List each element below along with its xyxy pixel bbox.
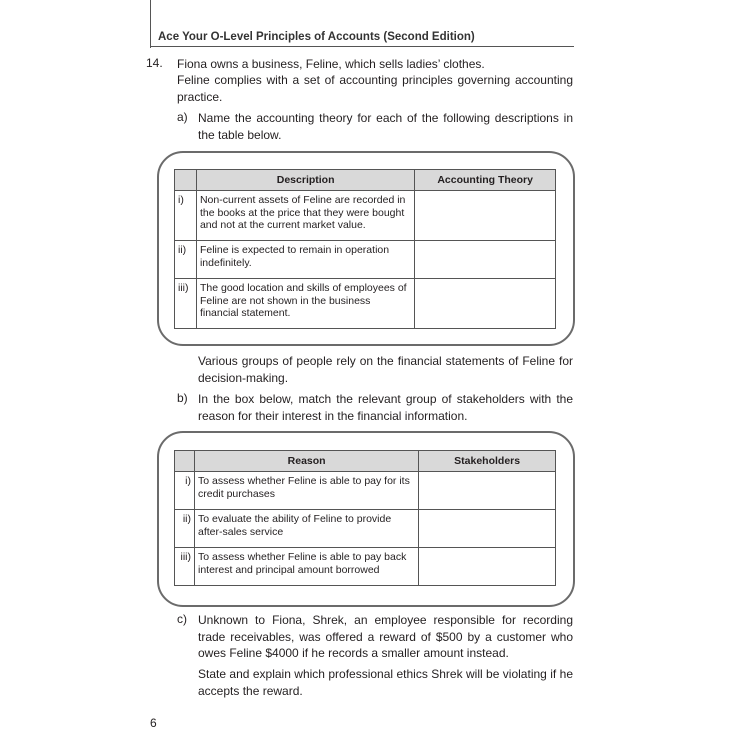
part-c-text-2: State and explain which professional ethics Shrek will be violating if he accepts the reward. [198,667,573,698]
table-row [175,191,556,241]
page-number: 6 [150,716,157,730]
row-number: ii) [175,241,197,279]
row-reason: To assess whether Feline is able to pay for its credit purchases [194,472,418,510]
row-number: i) [175,472,195,510]
question-intro-1: Fiona owns a business, Feline, which sells ladies’ clothes. [177,57,485,71]
question-number: 14. [146,56,163,70]
table-b-header-row [175,451,556,472]
answer-cell[interactable] [419,548,556,586]
table-b-header-num [175,451,195,472]
row-description: The good location and skills of employees of Feline are not shown in the business financial statement. [196,279,414,329]
question-intro-2: Feline complies with a set of accounting principles governing accounting practice. [177,73,573,104]
running-header: Ace Your O-Level Principles of Accounts (Second Edition) [158,31,475,43]
table-b [174,450,556,586]
table-a-header-theory: Accounting Theory [415,170,556,191]
part-a-label: a) [177,110,188,124]
row-description: Feline is expected to remain in operation indefinitely. [196,241,414,279]
table-row [175,241,556,279]
answer-cell[interactable] [415,191,556,241]
table-a-header-description: Description [196,170,414,191]
row-reason: To assess whether Feline is able to pay back interest and principal amount borrowed [194,548,418,586]
row-reason: To evaluate the ability of Feline to provide after-sales service [194,510,418,548]
part-b-text: In the box below, match the relevant group of stakeholders with the reason for their interest in the financial information. [198,392,573,423]
part-c-label: c) [177,612,187,626]
table-b-header-reason: Reason [194,451,418,472]
row-number: i) [175,191,197,241]
answer-cell[interactable] [415,241,556,279]
row-number: iii) [175,548,195,586]
table-a [174,169,556,329]
row-number: ii) [175,510,195,548]
header-vertical-rule [150,0,151,48]
part-a-text: Name the accounting theory for each of the following descriptions in the table below. [198,111,573,142]
answer-cell[interactable] [419,472,556,510]
answer-cell[interactable] [415,279,556,329]
part-b-label: b) [177,391,188,405]
table-a-header-row [175,170,556,191]
header-horizontal-rule [150,46,574,47]
row-description: Non-current assets of Feline are recorded in the books at the price that they were bought and not at the current market value. [196,191,414,241]
answer-cell[interactable] [419,510,556,548]
table-row [175,510,556,548]
table-row [175,279,556,329]
part-c-text-1: Unknown to Fiona, Shrek, an employee responsible for recording trade receivables, was offered a reward of $500 by a customer who owes Feline $4000 if he records a smaller amount instead. [198,613,573,660]
table-row [175,472,556,510]
table-a-header-num [175,170,197,191]
between-text: Various groups of people rely on the financial statements of Feline for decision-making. [198,354,573,385]
row-number: iii) [175,279,197,329]
table-row [175,548,556,586]
table-b-header-stakeholders: Stakeholders [419,451,556,472]
